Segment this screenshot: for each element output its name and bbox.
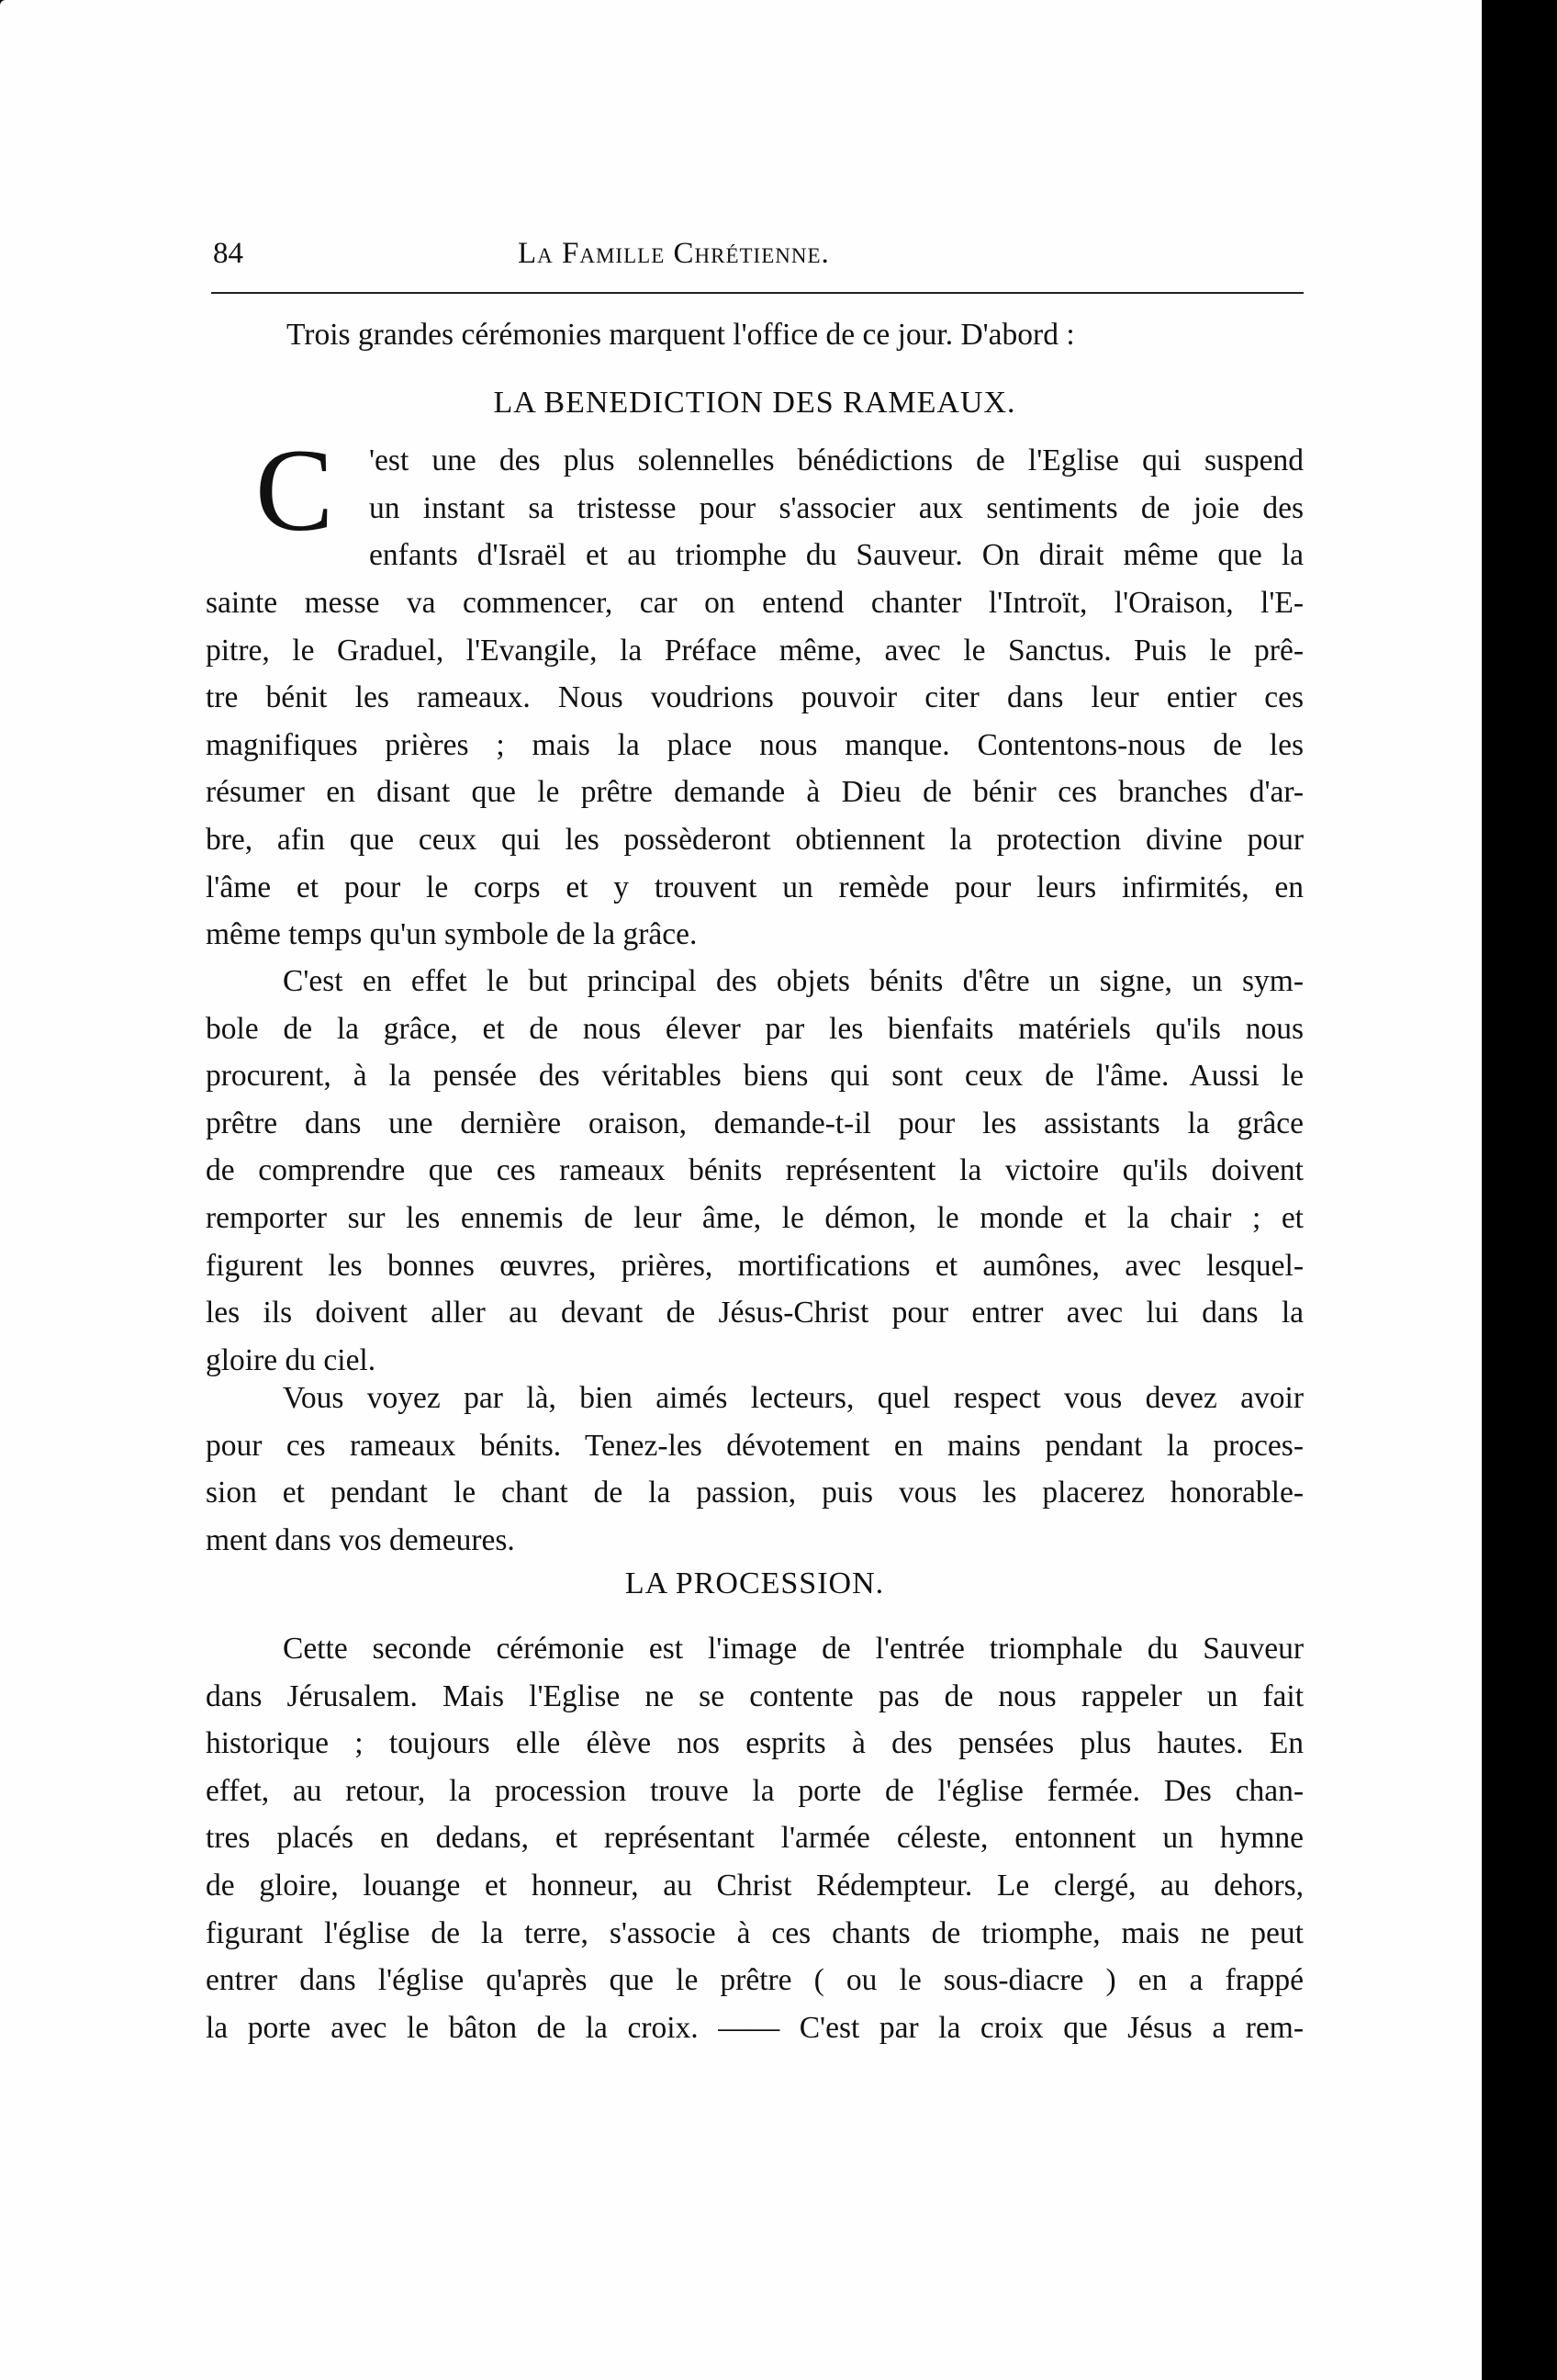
paragraph-benediction-1: [206, 579, 1304, 959]
text-line: Cette seconde cérémonie est l'image de l'entrée triomphale du Sauveur: [283, 1632, 1304, 1666]
text-line: magnifiques prières ; mais la place nous manque. Contentons-nous de les: [206, 727, 1304, 762]
section-heading-benediction: LA BENEDICTION DES RAMEAUX.: [493, 386, 1016, 420]
paragraph-benediction-2: [206, 958, 1304, 1384]
text-line: résumer en disant que le prêtre demande à Dieu de bénir ces branches d'ar-: [206, 775, 1304, 810]
text-line: remporter sur les ennemis de leur âme, le démon, le monde et la chair ; et: [206, 1200, 1304, 1235]
page-header: [213, 237, 1304, 283]
running-title: La Famille Chrétienne.: [518, 237, 830, 270]
text-line: un instant sa tristesse pour s'associer aux sentiments de joie des: [369, 490, 1304, 525]
text-line: procurent, à la pensée des véritables biens qui sont ceux de l'âme. Aussi le: [206, 1059, 1304, 1094]
intro-line: Trois grandes cérémonies marquent l'office de ce jour. D'abord :: [286, 318, 1075, 352]
text-line: tre bénit les rameaux. Nous voudrions pouvoir citer dans leur entier ces: [206, 680, 1304, 715]
text-line: sainte messe va commencer, car on entend chanter l'Introït, l'Oraison, l'E-: [206, 586, 1304, 620]
text-line: ment dans vos demeures.: [206, 1522, 515, 1557]
page-number: 84: [213, 237, 243, 270]
text-line: l'âme et pour le corps et y trouvent un remède pour leurs infirmités, en: [206, 870, 1304, 904]
section-heading-procession: LA PROCESSION.: [624, 1566, 885, 1600]
drop-cap-lines: [369, 437, 1304, 579]
text-line: 'est une des plus solennelles bénédictions de l'Eglise qui suspend: [369, 443, 1304, 477]
text-line: même temps qu'un symbole de la grâce.: [206, 917, 698, 952]
text-line: bole de la grâce, et de nous élever par les bienfaits matériels qu'ils nous: [206, 1011, 1304, 1046]
text-line: pour ces rameaux bénits. Tenez-les dévotement en mains pendant la proces-: [206, 1428, 1304, 1463]
text-line: C'est en effet le but principal des objets bénits d'être un signe, un sym-: [283, 964, 1304, 998]
text-line: pitre, le Graduel, l'Evangile, la Préface même, avec le Sanctus. Puis le prê-: [206, 633, 1304, 668]
text-line: la porte avec le bâton de la croix. —— C'est par la croix que Jésus a rem-: [206, 2010, 1304, 2045]
text-line: prêtre dans une dernière oraison, demande-t-il pour les assistants la grâce: [206, 1106, 1304, 1140]
text-line: de comprendre que ces rameaux bénits représentent la victoire qu'ils doivent: [206, 1153, 1304, 1188]
text-line: historique ; toujours elle élève nos esprits à des pensées plus hautes. En: [206, 1726, 1304, 1761]
text-line: entrer dans l'église qu'après que le prêtre ( ou le sous-diacre ) en a frappé: [206, 1963, 1304, 1998]
text-line: enfants d'Israël et au triomphe du Sauveur. On dirait même que la: [369, 538, 1304, 573]
text-line: dans Jérusalem. Mais l'Eglise ne se contente pas de nous rappeler un fait: [206, 1678, 1304, 1713]
text-line: gloire du ciel.: [206, 1342, 376, 1377]
header-rule: [211, 292, 1304, 294]
text-line: bre, afin que ceux qui les possèderont obtiennent la protection divine pour: [206, 822, 1304, 857]
drop-cap: C: [255, 425, 334, 556]
text-line: Vous voyez par là, bien aimés lecteurs, quel respect vous devez avoir: [283, 1381, 1304, 1415]
text-line: les ils doivent aller au devant de Jésus-Christ pour entrer avec lui dans la: [206, 1296, 1304, 1330]
text-line: de gloire, louange et honneur, au Christ Rédempteur. Le clergé, au dehors,: [206, 1868, 1304, 1903]
text-line: figurent les bonnes œuvres, prières, mortifications et aumônes, avec lesquel-: [206, 1248, 1304, 1283]
text-line: sion et pendant le chant de la passion, puis vous les placerez honorable-: [206, 1476, 1304, 1510]
paragraph-benediction-3: [206, 1375, 1304, 1564]
text-line: effet, au retour, la procession trouve la porte de l'église fermée. Des chan-: [206, 1773, 1304, 1808]
text-line: figurant l'église de la terre, s'associe à ces chants de triomphe, mais ne peut: [206, 1915, 1304, 1950]
text-line: tres placés en dedans, et représentant l'armée céleste, entonnent un hymne: [206, 1821, 1304, 1856]
paragraph-procession-1: [206, 1625, 1304, 2051]
